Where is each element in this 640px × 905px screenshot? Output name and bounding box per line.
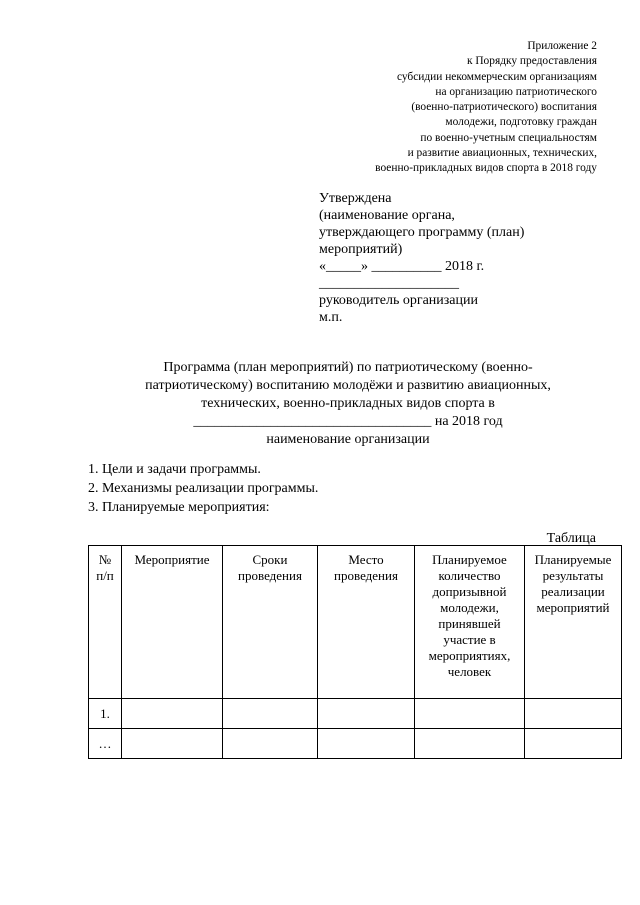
title-line: Программа (план мероприятий) по патриотическому (военно- bbox=[163, 360, 533, 375]
table-cell bbox=[415, 699, 525, 729]
approval-line: мероприятий) bbox=[319, 242, 403, 257]
approval-line: утверждающего программу (план) bbox=[319, 225, 525, 240]
program-title bbox=[100, 359, 596, 449]
appendix-line: (военно-патриотического) воспитания bbox=[411, 101, 597, 114]
title-line: __________________________________ на 2018 год bbox=[193, 414, 503, 429]
appendix-line: молодежи, подготовку граждан bbox=[445, 116, 597, 129]
table-cell: 1. bbox=[89, 699, 122, 729]
appendix-header bbox=[297, 39, 597, 177]
appendix-line: военно-прикладных видов спорта в 2018 году bbox=[375, 162, 597, 175]
approval-line: руководитель организации bbox=[319, 293, 478, 308]
appendix-line: на организацию патриотического bbox=[435, 85, 597, 98]
header-dates: Сроки проведения bbox=[223, 546, 318, 699]
table-cell bbox=[223, 729, 318, 759]
table-cell bbox=[223, 699, 318, 729]
appendix-line: по военно-учетным специальностям bbox=[420, 131, 597, 144]
appendix-line: Приложение 2 bbox=[527, 40, 597, 52]
table-cell bbox=[415, 729, 525, 759]
header-participants: Планируемое количество допризывной молодежи, принявшей участие в мероприятиях, человек bbox=[415, 546, 525, 699]
appendix-line: и развитие авиационных, технических, bbox=[407, 147, 597, 160]
header-place: Место проведения bbox=[318, 546, 415, 699]
table-row bbox=[89, 729, 622, 759]
approval-stamp-label: м.п. bbox=[319, 310, 343, 325]
table-cell bbox=[122, 729, 223, 759]
header-results: Планируемые результаты реализации мероприятий bbox=[525, 546, 622, 699]
table-cell bbox=[318, 729, 415, 759]
table-cell bbox=[525, 699, 622, 729]
section-list bbox=[88, 460, 568, 517]
section-item: 1. Цели и задачи программы. bbox=[88, 462, 261, 477]
table-cell bbox=[122, 699, 223, 729]
approval-line: Утверждена bbox=[319, 191, 392, 206]
approval-date-line: «_____» __________ 2018 г. bbox=[319, 259, 485, 274]
appendix-line: к Порядку предоставления bbox=[466, 55, 597, 68]
header-event: Мероприятие bbox=[122, 546, 223, 699]
title-line: патриотическому) воспитанию молодёжи и развитию авиационных, bbox=[145, 378, 551, 393]
section-item: 3. Планируемые мероприятия: bbox=[88, 500, 270, 515]
table-header-row bbox=[89, 546, 622, 699]
section-item: 2. Механизмы реализации программы. bbox=[88, 481, 319, 496]
approval-block bbox=[319, 190, 599, 326]
table-row bbox=[89, 699, 622, 729]
approval-line: (наименование органа, bbox=[319, 208, 455, 223]
table-cell: … bbox=[89, 729, 122, 759]
table-cell bbox=[525, 729, 622, 759]
table-caption: Таблица bbox=[546, 531, 596, 546]
table-cell bbox=[318, 699, 415, 729]
approval-signature-line: ____________________ bbox=[319, 276, 459, 291]
title-caption: наименование организации bbox=[266, 432, 430, 447]
header-number: № п/п bbox=[89, 546, 122, 699]
events-table bbox=[88, 545, 622, 759]
title-line: технических, военно-прикладных видов спорта в bbox=[201, 396, 495, 411]
appendix-line: субсидии некоммерческим организациям bbox=[396, 70, 597, 83]
